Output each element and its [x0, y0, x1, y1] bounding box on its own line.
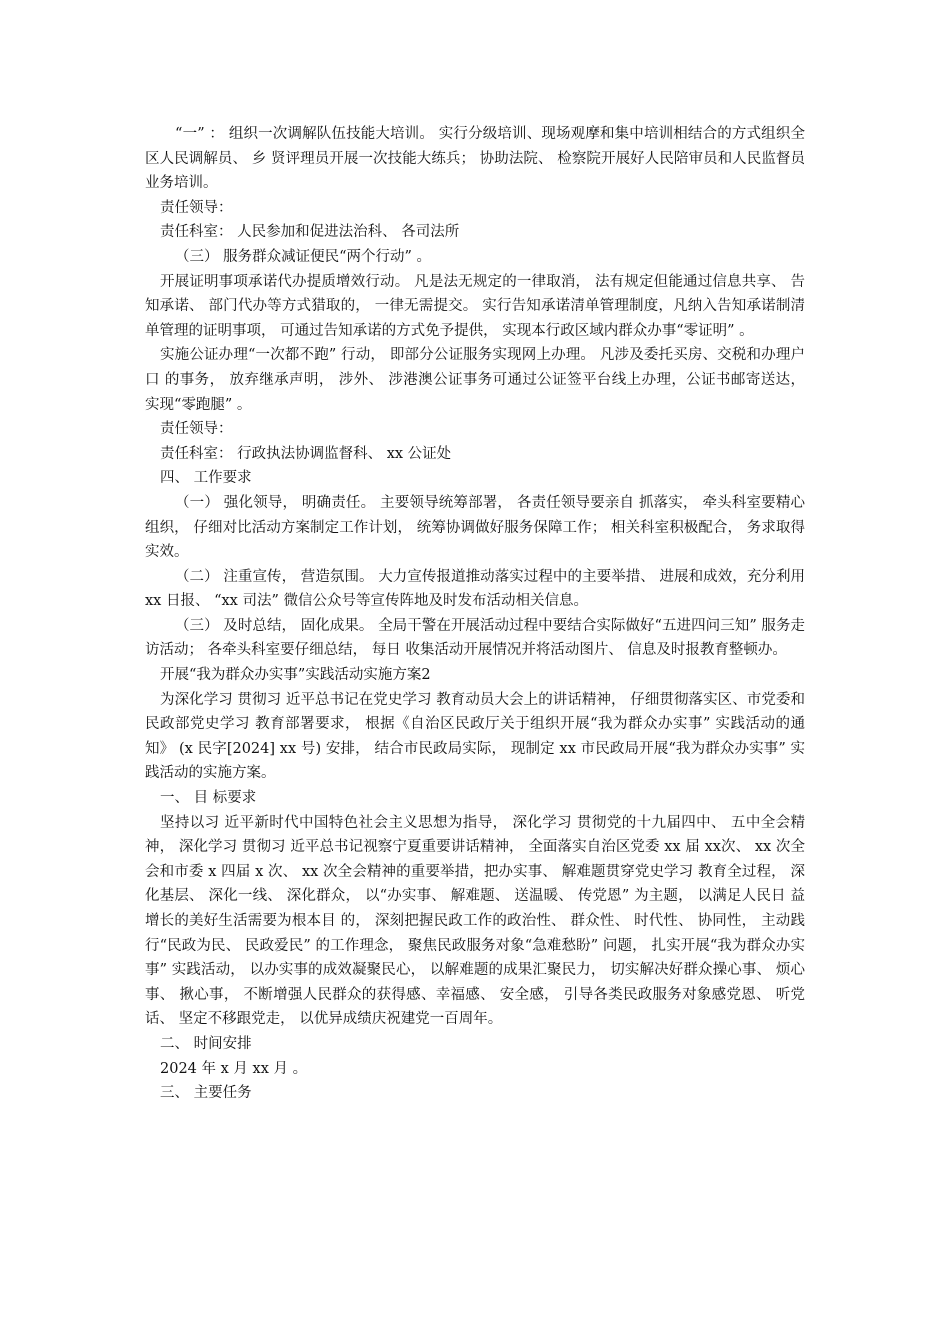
paragraph-notary: 实施公证办理“一次都不跑” 行动， 即部分公证服务实现网上办理。 凡涉及委托买房、交税和办理户 口 的事务， 放弃继承声明， 涉外、 涉港澳公证事务可通过公证签平台线上办理，公证书邮寄送达， 实现“零跑腿” 。 — [145, 347, 805, 413]
paragraph-training: “一” ： 组织一次调解队伍技能大培训。 实行分级培训、现场观摩和集中培训相结合的方式组织全区人民调解员、 乡 贤评理员开展一次技能大练兵； 协助法院、 检察院开展好人民陪审员和人民监督员业务培训。 — [145, 126, 805, 192]
document-body — [145, 122, 805, 1106]
paragraph-date: 2024 年 x 月 xx 月 。 — [160, 1060, 308, 1077]
paragraph-requirement-2: （二） 注重宣传， 营造氛围。 大力宣传报道推动落实过程中的主要举措、 进展和成效，充分利用 xx 日报、 “xx 司法” 微信公众号等宣传阵地及时发布活动相关信息。 — [145, 568, 805, 610]
section-heading: 一、 目 标要求 — [160, 790, 257, 807]
section-heading: 三、 主要任务 — [160, 1085, 252, 1102]
paragraph-department: 责任科室： 行政执法协调监督科、 xx 公证处 — [160, 445, 452, 462]
paragraph-leader: 责任领导： — [160, 421, 233, 438]
paragraph-intro: 为深化学习 贯彻习 近平总书记在党史学习 教育动员大会上的讲话精神， 仔细贯彻落实区、市党委和民政部党史学习 教育部署要求， 根据《自治区民政厅关于组织开展“我为群众办实事” 实践活动的通知》 (x 民字[2024] xx 号) 安排， 结合市民政局实际， 现制定 xx 市民政局开展“我为群众办实事” 实践活动的实施方案。 — [145, 691, 805, 782]
paragraph-leader: 责任领导： — [160, 199, 233, 216]
paragraph-goals: 坚持以习 近平新时代中国特色社会主义思想为指导， 深化学习 贯彻党的十九届四中、 五中全会精神， 深化学习 贯彻习 近平总书记视察宁夏重要讲话精神， 全面落实自治区党委 xx 届 xx次、 xx 次全会和市委 x 四届 x 次、 xx 次全会精神的重要举措，把办实事、 解难题贯穿党史学习 教育全过程， 深化基层、 深化一线、 深化群众， 以“办实事、 解难题、 送温暖、 传党恩” 为主题， 以满足人民日 益增长的美好生活需要为根本目 的， 深刻把握民政工作的政治性、 群众性、 时代性、 协同性， 主动践行“民政为民、 民政爱民” 的工作理念， 聚焦民政服务对象“急难愁盼” 问题， 扎实开展“我为群众办实事” 实践活动， 以办实事的成效凝聚民心， 以解难题的成果汇聚民力， 切实解决好群众操心事、 烦心事、 揪心事， 不断增强人民群众的获得感、幸福感、 安全感， 引导各类民政服务对象感党恩、 听党话、 坚定不移跟党走， 以优异成绩庆祝建党一百周年。 — [145, 814, 805, 1028]
paragraph-requirement-3: （三） 及时总结， 固化成果。 全局干警在开展活动过程中要结合实际做好“五进四问三知” 服务走访活动； 各牵头科室要仔细总结， 每日 收集活动开展情况并将活动图片、 信息及时报教育整顿办。 — [145, 617, 805, 659]
paragraph-certificate: 开展证明事项承诺代办提质增效行动。 凡是法无规定的一律取消， 法有规定但能通过信息共享、 告知承诺、 部门代办等方式猎取的， 一律无需提交。 实行告知承诺清单管理制度，凡纳入告知承诺制清单管理的证明事项， 可通过告知承诺的方式免予提供， 实现本行政区域内群众办事“零证明” 。 — [145, 273, 805, 339]
section-heading: 二、 时间安排 — [160, 1035, 252, 1052]
section-heading: 四、 工作要求 — [160, 470, 252, 487]
paragraph-requirement-1: （一） 强化领导， 明确责任。 主要领导统筹部署， 各责任领导要亲自 抓落实， 牵头科室要精心组织， 仔细对比活动方案制定工作计划， 统筹协调做好服务保障工作； 相关科室积极配合， 务求取得实效。 — [145, 494, 805, 561]
paragraph-department: 责任科室： 人民参加和促进法治科、 各司法所 — [160, 224, 460, 241]
document-title: 开展“我为群众办实事”实践活动实施方案2 — [160, 667, 431, 684]
section-heading: （三） 服务群众减证便民“两个行动” 。 — [175, 248, 432, 265]
